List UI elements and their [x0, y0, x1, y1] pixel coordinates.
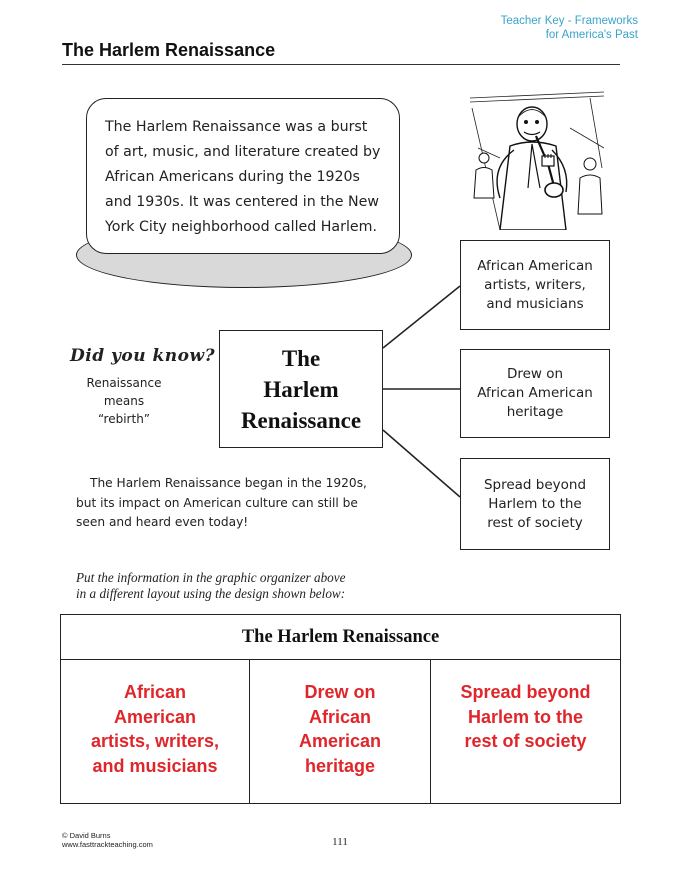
impact-paragraph	[76, 474, 376, 533]
box3-line-3: rest of society	[487, 514, 583, 531]
teacher-key-line1: Teacher Key - Frameworks	[500, 15, 638, 27]
box2-line-1: Drew on	[506, 366, 564, 382]
instructions-text	[76, 570, 376, 602]
answer-text: African	[123, 682, 186, 702]
intro-line-5: York City neighborhood called Harlem.	[105, 219, 377, 235]
box3-line-2: Harlem to the	[488, 495, 582, 512]
box1-line-2: artists, writers,	[484, 276, 586, 293]
box1-line-3: and musicians	[486, 295, 584, 312]
answer-text: Drew on	[304, 682, 376, 702]
organizer-box-heritage	[460, 349, 610, 438]
answer-text: Spread beyond	[460, 682, 591, 702]
footer-website: www.fasttrackteaching.com	[62, 840, 153, 849]
answer-text: rest of society	[464, 731, 587, 751]
box2-line-2: African American	[477, 385, 593, 401]
intro-line-2: of art, music, and literature created by	[105, 144, 381, 160]
intro-line-3: African Americans during the 1920s	[105, 169, 360, 185]
page-number: 111	[332, 836, 348, 848]
intro-line-1: The Harlem Renaissance was a burst	[105, 119, 368, 135]
answer-text: artists, writers,	[90, 731, 220, 751]
intro-line-4: and 1930s. It was centered in the New	[105, 194, 379, 210]
connector-bottom	[383, 430, 460, 497]
footer-credits	[62, 831, 153, 849]
organizer-box-spread	[460, 458, 610, 550]
center-line-3: Renaissance	[240, 407, 362, 433]
box1-line-1: African American	[477, 257, 593, 274]
answer-text: American	[298, 731, 382, 751]
answer-text: Harlem to the	[467, 706, 584, 727]
para-line-2: but its impact on American culture can still be	[76, 495, 358, 510]
dyk-line-3: “rebirth”	[97, 412, 151, 426]
connector-top	[383, 286, 460, 348]
answer-text: and musicians	[92, 755, 218, 776]
para-line-1: The Harlem Renaissance began in the 1920s,	[90, 476, 367, 490]
answer-table-title: The Harlem Renaissance	[61, 615, 620, 660]
box3-line-1: Spread beyond	[483, 476, 587, 493]
dyk-line-1: Renaissance	[86, 376, 162, 390]
dyk-line-2: means	[103, 394, 145, 408]
center-line-2: Harlem	[263, 376, 339, 402]
para-line-3: seen and heard even today!	[76, 515, 249, 529]
answer-table	[60, 614, 621, 804]
footer-copyright: © David Burns	[62, 831, 111, 840]
organizer-center-box	[219, 330, 383, 448]
answer-text: American	[113, 706, 197, 727]
instructions-line-1: Put the information in the graphic organizer above	[76, 570, 346, 585]
answer-cell-heritage	[250, 660, 431, 803]
answer-cell-artists	[61, 660, 250, 803]
instructions-line-2: in a different layout using the design shown below:	[76, 586, 346, 601]
box2-line-3: heritage	[506, 404, 564, 420]
center-line-1: The	[281, 345, 321, 371]
answer-text: heritage	[304, 755, 375, 776]
teacher-key-line2: for America's Past	[545, 29, 638, 41]
answer-cell-spread	[431, 660, 620, 803]
answer-text: African	[308, 706, 371, 727]
did-you-know-title: Did you know?	[70, 346, 216, 366]
page-title: The Harlem Renaissance	[62, 40, 276, 60]
organizer-box-artists	[460, 240, 610, 330]
